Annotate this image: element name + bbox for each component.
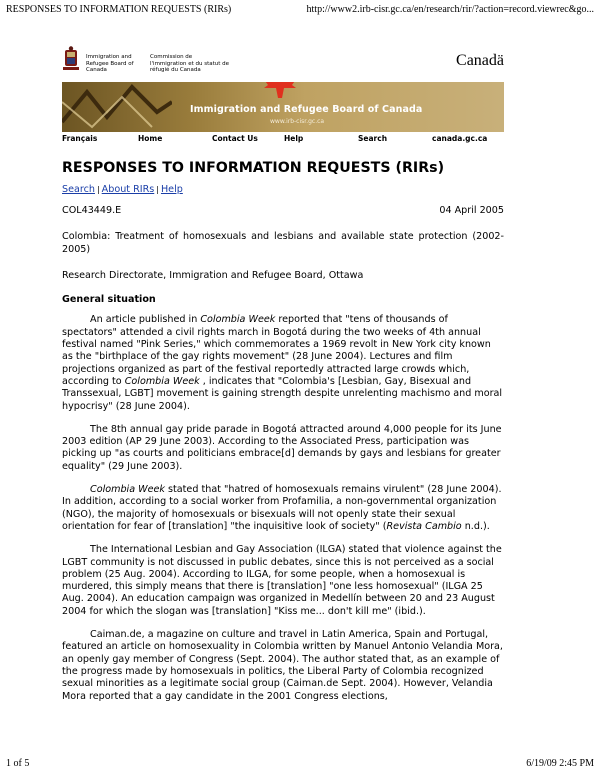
publication-title: Colombia Week: [90, 484, 165, 496]
maple-leaf-icon: [260, 82, 300, 102]
paragraph-text: reported that "tens of thousands of spectators" attended a civil rights march in Bogotá during the two weeks of 4th annual festival named "Pink Series," which commemorates a 1969 revolt in New York city known as the "birthplace of the gay rights movement" (28 June 2004). Lectures and film projections organized as part of the festival reportedly attracted large crowds which, according to: [62, 314, 491, 387]
link-separator: |: [156, 185, 159, 194]
search-link[interactable]: Search: [62, 184, 95, 195]
link-separator: |: [96, 185, 100, 194]
rir-links: [62, 184, 504, 196]
nav-item-canada-gc-ca[interactable]: canada.gc.ca: [432, 134, 488, 143]
main-content: [62, 160, 504, 714]
paragraph-text: , indicates that "Colombia's [Lesbian, Gay, Bisexual and Transsexual, LGBT] movement is gaining strength despite unrelenting machismo and moral hypocrisy" (28 June 2004).: [62, 375, 503, 412]
nav-item-help[interactable]: Help: [284, 134, 304, 143]
paragraph-text: stated that "hatred of homosexuals remains virulent" (28 June 2004). In addition, according to a social worker from Profamilia, a non-governmental organization (NGO), the majority of homosexuals or bisexuals will not openly state their sexual orientation for fear of [translation] "the inquisitive look of society" (: [62, 484, 502, 532]
irb-banner: [62, 82, 504, 132]
canada-wordmark: Canadä: [456, 52, 504, 69]
paragraph-4: The International Lesbian and Gay Association (ILGA) stated that violence against the LGBT community is not discussed in public debates, since this is not perceived as a social problem (25 Aug. 2004). According to ILGA, for some people, when a homosexual is murdered, this simply means that there is [translation] "one less homosexual" (ILGA 25 Aug. 2004). An education campaign was organized in Medellín between 20 and 23 August 2004 for which the slogan was [translation] "Kiss me... don't kill me" (ibid.).: [62, 544, 502, 617]
reference-number: COL43449.E: [62, 205, 122, 217]
banner-title: Immigration and Refugee Board of Canada: [190, 104, 423, 115]
about-rirs-link[interactable]: About RIRs: [101, 184, 155, 195]
publication-title: Colombia Week: [200, 314, 276, 326]
nav-item-francais[interactable]: Français: [62, 134, 98, 143]
print-footer: [6, 758, 594, 772]
print-title: RESPONSES TO INFORMATION REQUESTS (RIRs): [6, 4, 232, 15]
print-header: [6, 4, 594, 18]
department-name-fr: Commission de l'immigration et du statut de réfugié du Canada: [150, 54, 230, 73]
nav-item-contact-us[interactable]: Contact Us: [212, 134, 258, 143]
paragraph-2: The 8th annual gay pride parade in Bogotá attracted around 4,000 people for its June 2003 edition (AP 29 June 2003). According to the Associated Press, participation was picking up "as courts and politicians embrace[d] demands by gays and lesbians for greater equality" (29 June 2003).: [62, 423, 502, 472]
document-source: Research Directorate, Immigration and Refugee Board, Ottawa: [62, 269, 364, 281]
publication-title: Revista Cambio: [386, 520, 462, 532]
top-navigation: [62, 134, 504, 148]
help-link[interactable]: Help: [160, 184, 183, 195]
paragraph-text: An article published in: [90, 314, 201, 326]
nav-item-home[interactable]: Home: [138, 134, 163, 143]
banner-artwork-icon: [62, 82, 172, 132]
page-title: RESPONSES TO INFORMATION REQUESTS (RIRs): [62, 160, 445, 176]
paragraph-text: n.d.).: [461, 520, 490, 532]
department-name-en: Immigration and Refugee Board of Canada: [86, 54, 134, 73]
print-datetime: 6/19/09 2:45 PM: [526, 758, 594, 769]
publication-title: Colombia Week: [124, 375, 200, 387]
paragraph-5: Caiman.de, a magazine on culture and travel in Latin America, Spain and Portugal, featured an article on homosexuality in Colombia written by Manuel Antonio Velandia Mora, an openly gay member of Congress (Sept. 2004). The author stated that, as an example of the progress made by homosexuals in politics, the Liberal Party of Colombia recognized sexual minorities as a legitimate social group (Caiman.de Sept. 2004). However, Velandia Mora reported that a gay candidate in the 2001 Congress elections,: [62, 629, 503, 702]
document-subject: Colombia: Treatment of homosexuals and lesbians and available state protection (2002-2005): [62, 231, 504, 255]
section-heading: General situation: [62, 294, 156, 306]
document-date: 04 April 2005: [439, 205, 504, 217]
paragraph-1: [62, 314, 504, 412]
page-count: 1 of 5: [6, 758, 30, 769]
reference-row: [62, 205, 504, 217]
banner-url: www.irb-cisr.gc.ca: [270, 118, 325, 125]
coat-of-arms-icon: [62, 46, 80, 72]
paragraph-3: [62, 484, 504, 533]
nav-item-search[interactable]: Search: [358, 134, 388, 143]
gov-header: [62, 46, 504, 76]
print-url: http://www2.irb-cisr.gc.ca/en/research/rir/?action=record.viewrec&go...: [306, 4, 594, 15]
